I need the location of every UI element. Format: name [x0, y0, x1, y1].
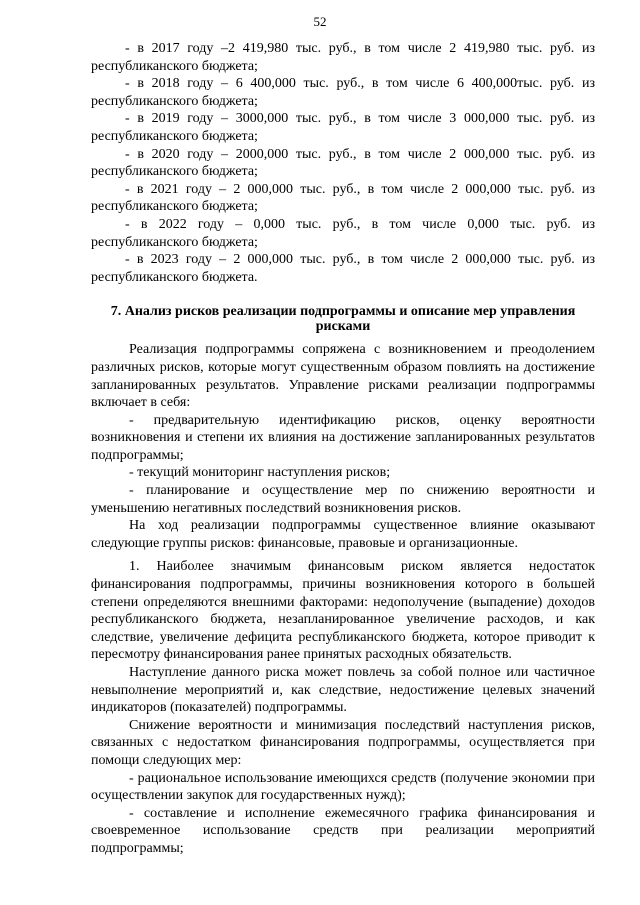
section-heading: [91, 304, 595, 334]
financing-item-2021: - в 2021 году – 2 000,000 тыс. руб., в том числе 2 000,000 тыс. руб. из республиканского бюджета;: [91, 181, 595, 215]
measure-item: - планирование и осуществление мер по снижению вероятности и уменьшению негативных последствий возникновения рисков.: [91, 483, 595, 516]
financing-item-2019: - в 2019 году – 3000,000 тыс. руб., в том числе 3 000,000 тыс. руб. из республиканского бюджета;: [91, 111, 595, 144]
financial-risk-paragraph: 1. Наиболее значимым финансовым риском является недостаток финансирования подпрограммы, причины возникновения которого в большей степени определяются внешними факторами: недополучение (выпадение) доходов республиканского бюджета, незапланированное увеличение расходов, и как следствие, увеличение дефицита республиканского бюджета, которое приводит к пересмотру финансирования ранее принятых расходных обязательств.: [91, 559, 595, 663]
financing-list: [91, 40, 595, 286]
section-heading-line2: рисками: [315, 319, 371, 335]
financing-item-2017: - в 2017 году –2 419,980 тыс. руб., в том числе 2 419,980 тыс. руб. из республиканского бюджета;: [91, 41, 595, 74]
measure-item: - текущий мониторинг наступления рисков;: [129, 465, 391, 481]
financing-item-2022: - в 2022 году – 0,000 тыс. руб., в том числе 0,000 тыс. руб. из республиканского бюджета;: [91, 216, 595, 250]
mitigation-item: - составление и исполнение ежемесячного графика финансирования и своевременное использование средств при реализации мероприятий подпрограммы;: [91, 805, 595, 856]
mitigation-intro-paragraph: Снижение вероятности и минимизация последствий наступления рисков, связанных с недостатком финансирования подпрограммы, осуществляется при помощи следующих мер:: [91, 717, 595, 768]
financing-item-2018: - в 2018 году – 6 400,000 тыс. руб., в том числе 6 400,000тыс. руб. из республиканского бюджета;: [91, 76, 595, 109]
financing-item-2023: - в 2023 году – 2 000,000 тыс. руб., в том числе 2 000,000 тыс. руб. из республиканского бюджета.: [91, 252, 595, 285]
risk-groups-paragraph: На ход реализации подпрограммы существенное влияние оказывают следующие группы рисков: финансовые, правовые и организационные.: [91, 518, 595, 551]
consequence-paragraph: Наступление данного риска может повлечь за собой полное или частичное невыполнение мероприятий и, как следствие, недостижение целевых значений индикаторов (показателей) подпрограммы.: [91, 665, 595, 716]
measure-item: - предварительную идентификацию рисков, оценку вероятности возникновения и степени их влияния на достижение запланированных результатов подпрограммы;: [91, 412, 595, 463]
page-number: 52: [313, 14, 327, 29]
mitigation-item: - рациональное использование имеющихся средств (получение экономии при осуществлении закупок для государственных нужд);: [91, 770, 595, 804]
financing-item-2020: - в 2020 году – 2000,000 тыс. руб., в том числе 2 000,000 тыс. руб. из республиканского бюджета;: [91, 146, 595, 180]
section-heading-line1: 7. Анализ рисков реализации подпрограммы и описание мер управления: [110, 304, 576, 320]
intro-paragraph: Реализация подпрограммы сопряжена с возникновением и преодолением различных рисков, которые могут существенным образом повлиять на достижение запланированных результатов. Управление рисками реализации подпрограммы включает в себя:: [91, 342, 595, 411]
page-body: [91, 40, 595, 858]
